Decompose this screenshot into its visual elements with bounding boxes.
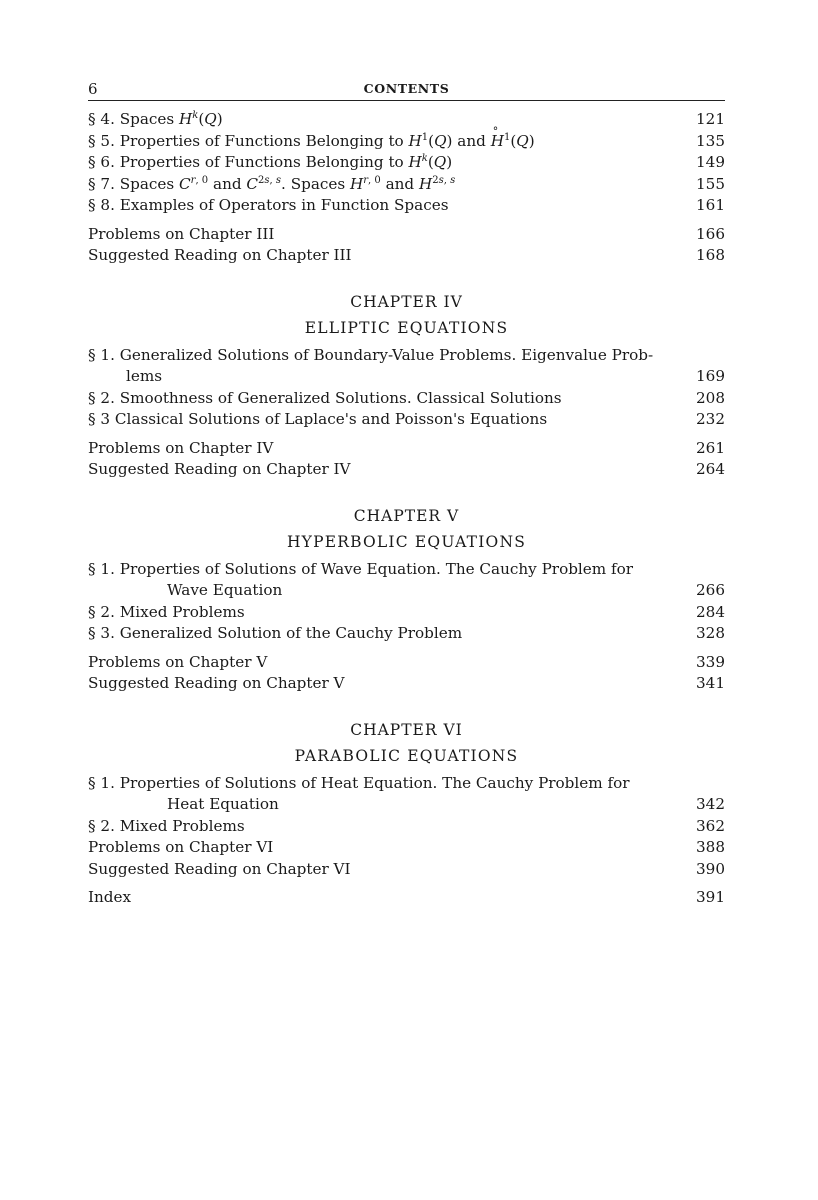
toc-entry-4-3[interactable] [88,409,725,431]
toc-entry-text: § 3 Classical Solutions of Laplace's and Poisson's Equations [88,410,548,428]
chapter-title: ELLIPTIC EQUATIONS [304,318,509,337]
toc-entry-3-7[interactable] [88,174,725,196]
page-header [88,78,725,101]
toc-entry-text: § 1. Generalized Solutions of Boundary-Value Problems. Eigenvalue Prob- [88,345,654,364]
toc-entry-text: Problems on Chapter VI [88,838,274,856]
toc-entry-page: 149 [696,153,725,171]
toc-entry-page: 121 [696,110,725,128]
toc-entry-text: § 7. Spaces C$^{r, 0}$ and $C^{2s, s}$. Spaces H$^{r, 0}$ and $H^{2s, s}$ [88,174,456,193]
toc-entry-text: § 2. Mixed Problems [88,602,245,621]
toc-entry-page: 391 [696,888,725,906]
toc-entry-text: § 5. Properties of Functions Belonging to $H^1(Q)$ and ° $H^1(Q)$ [88,132,535,150]
toc-entry-text: Suggested Reading on Chapter V [88,674,345,692]
toc-entry-text: lems [126,367,163,385]
toc-entry-page: 166 [696,224,725,243]
toc-entry-text: Heat Equation [167,795,279,813]
toc-entry-text: Index [88,888,132,906]
toc-entry-text: Problems on Chapter III [88,224,275,243]
toc-entry-problems-5[interactable] [88,652,725,674]
toc-entry-3-4[interactable] [88,109,725,131]
toc-entry-problems-6[interactable] [88,837,725,859]
toc-entry-text: § 1. Properties of Solutions of Wave Equation. The Cauchy Problem for [88,559,634,578]
toc-entry-page: 266 [696,581,725,599]
toc-entry-page: 168 [696,246,725,264]
chapter-title: PARABOLIC EQUATIONS [294,746,519,765]
toc-entry-text: § 4. Spaces $H^k(Q)$ [88,109,223,128]
toc-entry-4-1[interactable] [88,345,725,367]
toc-entry-page: 232 [696,410,725,428]
toc-entry-text: Suggested Reading on Chapter III [88,246,352,264]
toc-entry-text: Wave Equation [167,581,283,599]
page-number: 6 [88,80,98,98]
toc-entry-page: 264 [696,460,725,478]
toc-entry-page: 328 [696,624,725,642]
toc-entry-3-8[interactable] [88,195,725,217]
chapter-heading: CHAPTER VI [350,720,463,739]
toc-entry-6-1[interactable] [88,773,725,795]
toc-entry-6-2[interactable] [88,816,725,838]
toc-entry-text: Problems on Chapter V [88,652,268,671]
toc-entry-reading-5[interactable] [88,673,725,695]
toc-entry-4-1-continued[interactable] [88,366,725,388]
toc-entry-reading-6[interactable] [88,859,725,881]
toc-entry-text: § 1. Properties of Solutions of Heat Equation. The Cauchy Problem for [88,773,630,792]
toc-entry-page: 208 [696,388,725,407]
toc-entry-reading-4[interactable] [88,459,725,481]
toc-entry-5-1[interactable] [88,559,725,581]
toc-entry-page: 362 [696,816,725,835]
toc-entry-text: § 6. Properties of Functions Belonging to $H^k(Q)$ [88,152,453,171]
toc-entry-3-5[interactable] [88,131,725,153]
toc-entry-page: 161 [696,196,725,214]
toc-entry-page: 342 [696,795,725,813]
toc-entry-text: Problems on Chapter IV [88,438,274,457]
chapter-heading: CHAPTER V [353,506,460,525]
toc-entry-3-6[interactable] [88,152,725,174]
toc-entry-5-1-continued[interactable] [88,580,725,602]
toc-entry-text: § 2. Mixed Problems [88,816,245,835]
toc-entry-text: § 2. Smoothness of Generalized Solutions. Classical Solutions [88,388,562,407]
toc-entry-page: 135 [696,131,725,150]
toc-entry-page: 341 [696,674,725,692]
running-title: CONTENTS [363,81,450,96]
toc-entry-text: Suggested Reading on Chapter VI [88,859,351,878]
toc-entry-4-2[interactable] [88,388,725,410]
toc-entry-page: 155 [696,174,725,193]
toc-entry-page: 261 [696,438,725,457]
toc-entry-page: 388 [696,838,725,856]
toc-entry-6-1-continued[interactable] [88,794,725,816]
toc-entry-page: 284 [696,602,725,621]
toc-entry-reading-3[interactable] [88,245,725,267]
toc-entry-5-3[interactable] [88,623,725,645]
toc-entry-5-2[interactable] [88,602,725,624]
toc-page [88,78,725,909]
toc-entry-problems-3[interactable] [88,224,725,246]
toc-entry-problems-4[interactable] [88,438,725,460]
toc-entry-index[interactable] [88,887,725,909]
chapter-3-sections [88,109,725,217]
chapter-title: HYPERBOLIC EQUATIONS [286,532,527,551]
toc-entry-page: 169 [696,367,725,385]
toc-entry-page: 390 [696,859,725,878]
chapter-heading: CHAPTER IV [350,292,463,311]
toc-entry-text: Suggested Reading on Chapter IV [88,460,351,478]
toc-entry-page: 339 [696,652,725,671]
toc-entry-text: § 3. Generalized Solution of the Cauchy Problem [88,624,463,642]
toc-entry-text: § 8. Examples of Operators in Function Spaces [88,196,449,214]
